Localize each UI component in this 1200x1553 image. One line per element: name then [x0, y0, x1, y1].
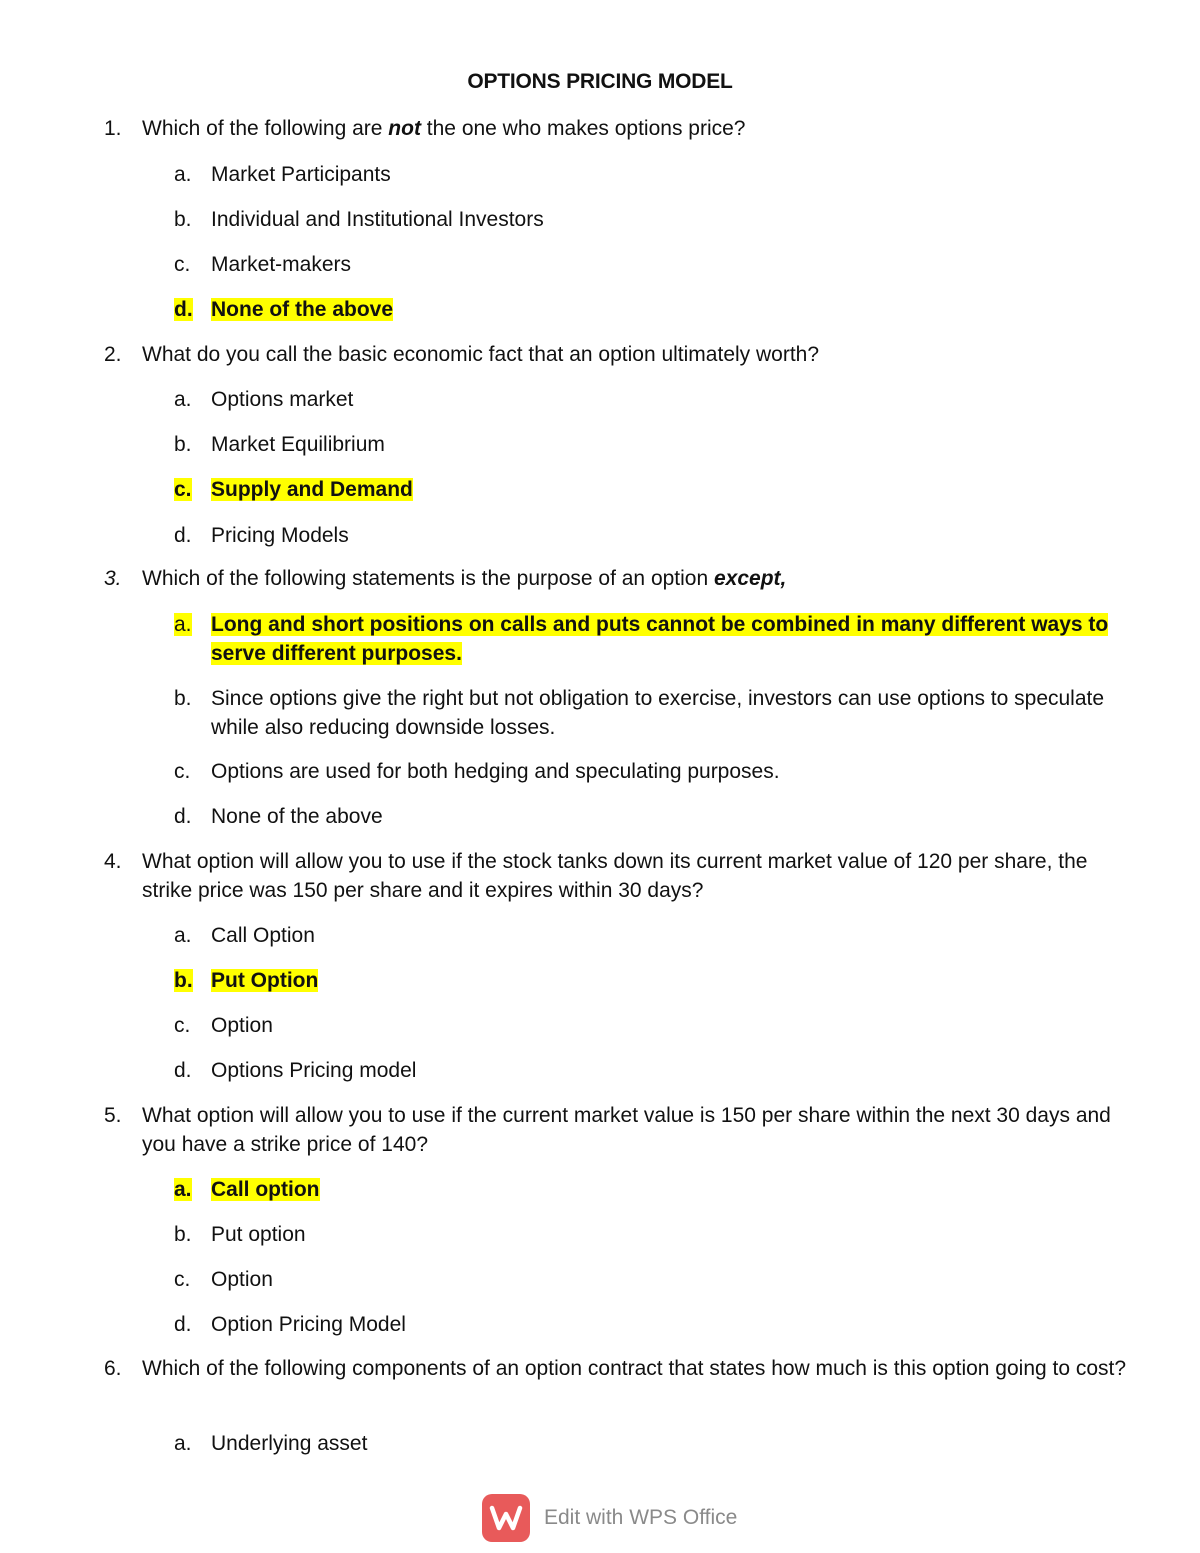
- document-title: OPTIONS PRICING MODEL: [467, 70, 733, 93]
- question-5-option-d: d. Option Pricing Model: [174, 1313, 406, 1336]
- answer-highlight: Long and short positions on calls and puts cannot be combined in many different ways to serve different purposes.: [211, 613, 1109, 665]
- question-1: [104, 114, 1134, 143]
- answer-letter: a.: [174, 1178, 192, 1201]
- question-5: [104, 1101, 1134, 1159]
- question-2-option-c-answer: [174, 475, 1124, 504]
- answer-highlight: Supply and Demand: [211, 478, 413, 501]
- question-2-option-a: a. Options market: [174, 388, 354, 411]
- question-text: What option will allow you to use if the stock tanks down its current market value of 120 per share, the strike price was 150 per share and it expires within 30 days?: [142, 850, 1088, 902]
- question-number: 6.: [104, 1357, 122, 1380]
- question-3-option-a-answer: [174, 610, 1124, 668]
- question-text: What do you call the basic economic fact that an option ultimately worth?: [142, 343, 820, 366]
- question-5-option-b: b. Put option: [174, 1223, 306, 1246]
- question-text: Which of the following are not the one who makes options price?: [142, 117, 746, 140]
- question-2-option-d: d. Pricing Models: [174, 524, 349, 547]
- question-1-option-d-answer: [174, 295, 1124, 324]
- question-text: What option will allow you to use if the current market value is 150 per share within the next 30 days and you have a strike price of 140?: [142, 1104, 1111, 1156]
- question-text: Which of the following statements is the purpose of an option except,: [142, 567, 787, 590]
- question-2-option-b: b. Market Equilibrium: [174, 433, 385, 456]
- question-3: [104, 564, 1134, 593]
- question-number: 4.: [104, 850, 122, 873]
- question-5-option-c: c. Option: [174, 1268, 273, 1291]
- question-number: 5.: [104, 1104, 122, 1127]
- question-1-option-c: c. Market-makers: [174, 253, 352, 276]
- question-number: 2.: [104, 343, 122, 366]
- question-4-option-c: c. Option: [174, 1014, 273, 1037]
- answer-letter: d.: [174, 298, 193, 321]
- answer-highlight: None of the above: [211, 298, 394, 321]
- question-text: Which of the following components of an option contract that states how much is this option going to cost?: [142, 1357, 1127, 1380]
- wps-edit-link[interactable]: [482, 1494, 737, 1542]
- answer-letter: b.: [174, 969, 193, 992]
- answer-letter: c.: [174, 478, 192, 501]
- question-3-option-b: b. Since options give the right but not obligation to exercise, investors can use options to speculate while also reducing downside losses.: [174, 687, 1105, 739]
- question-4-option-d: d. Options Pricing model: [174, 1059, 417, 1082]
- wps-logo-icon: [482, 1494, 530, 1542]
- question-2: [104, 340, 1134, 369]
- question-5-option-a-answer: [174, 1175, 1124, 1204]
- answer-letter: a.: [174, 613, 192, 636]
- question-4: [104, 847, 1134, 905]
- wps-edit-label[interactable]: Edit with WPS Office: [544, 1506, 738, 1529]
- question-4-option-b-answer: [174, 966, 1124, 995]
- question-3-option-c: c. Options are used for both hedging and speculating purposes.: [174, 760, 780, 783]
- question-1-option-a: a. Market Participants: [174, 163, 391, 186]
- answer-highlight: Put Option: [211, 969, 319, 992]
- question-6: [104, 1354, 1134, 1383]
- question-1-option-b: b. Individual and Institutional Investors: [174, 208, 544, 231]
- emphasis-text: except,: [714, 567, 787, 590]
- emphasis-text: not: [388, 117, 421, 140]
- answer-highlight: Call option: [211, 1178, 320, 1201]
- question-number: 1.: [104, 117, 122, 140]
- question-6-option-a: a. Underlying asset: [174, 1432, 368, 1455]
- question-4-option-a: a. Call Option: [174, 924, 315, 947]
- question-3-option-d: d. None of the above: [174, 805, 383, 828]
- question-number: 3.: [104, 567, 122, 590]
